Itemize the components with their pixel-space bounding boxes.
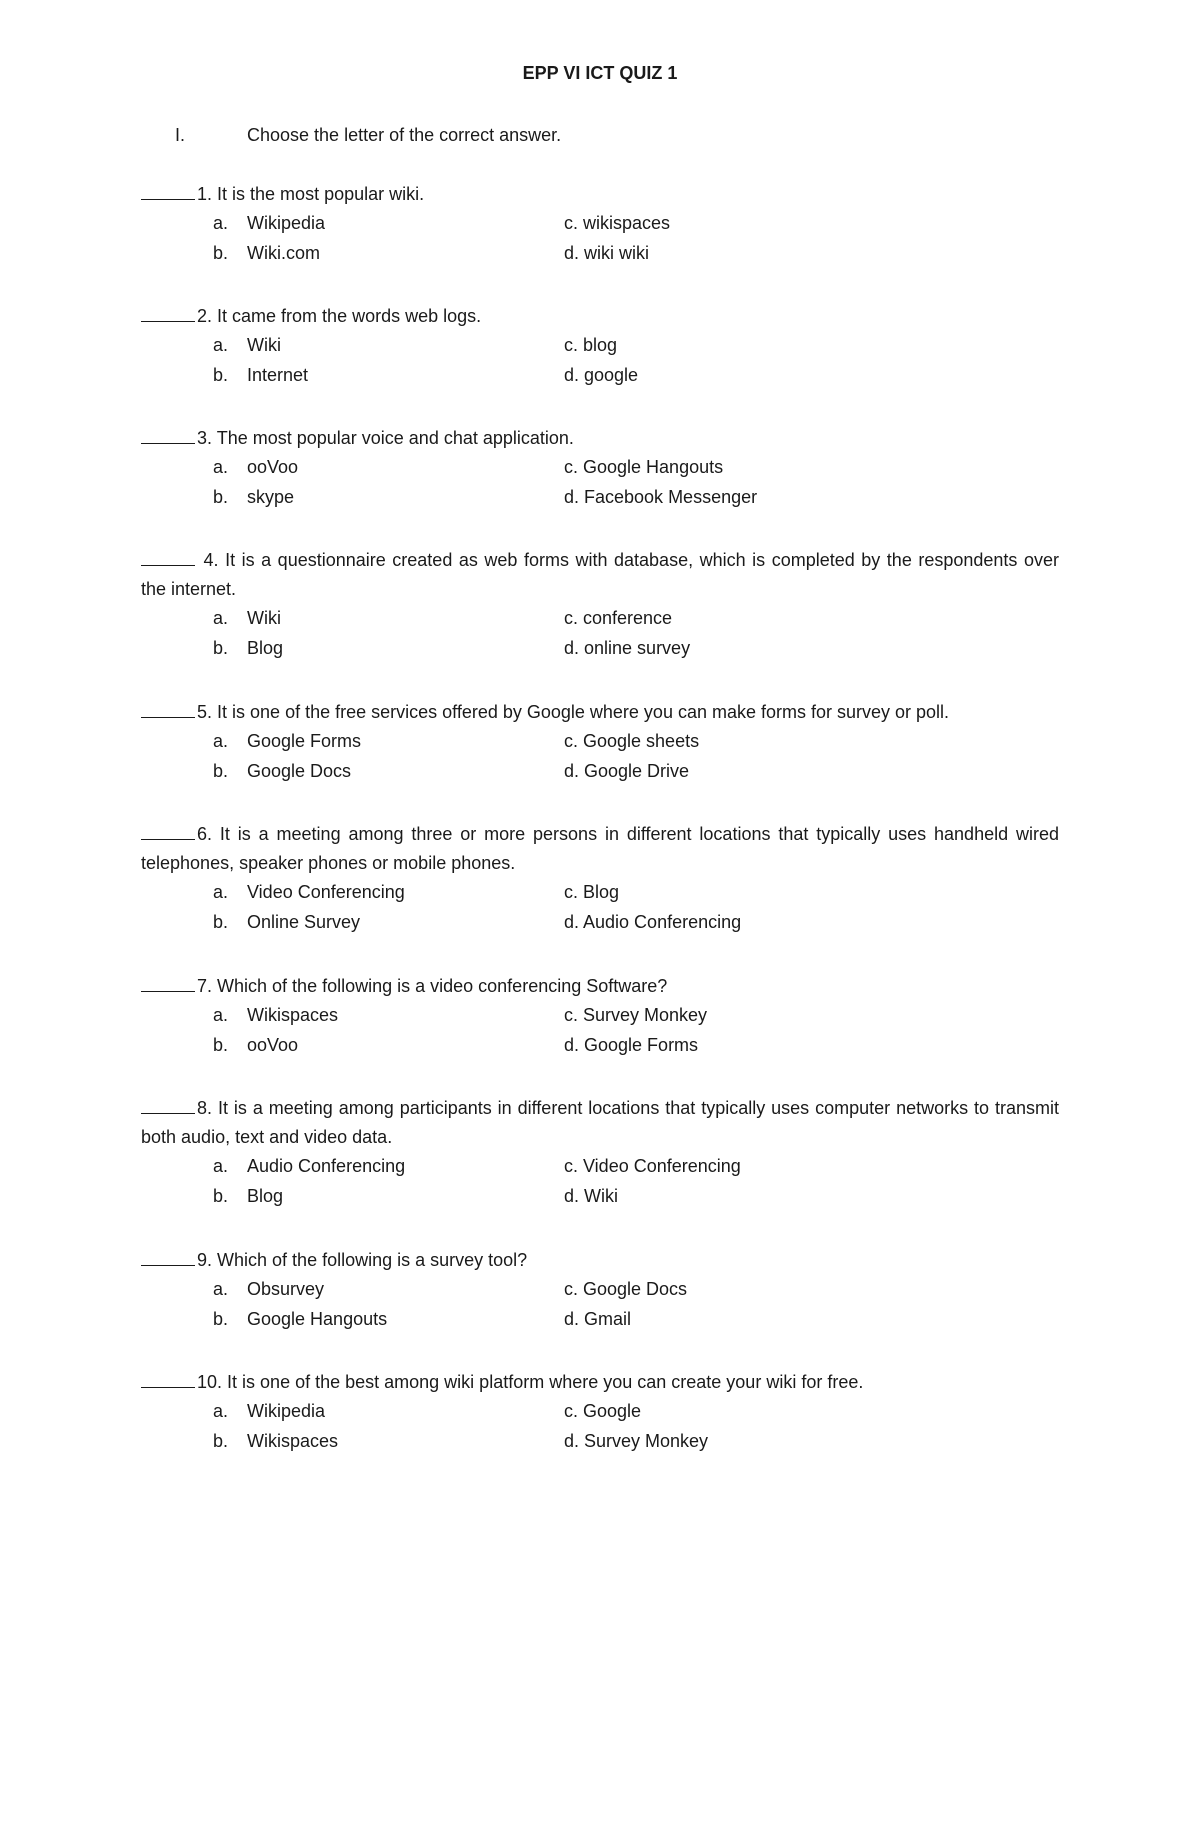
instruction [175, 125, 561, 146]
question-text: The most popular voice and chat application. [216, 428, 574, 448]
option-b: b. Google Docs [213, 761, 352, 781]
option-b: b. Google Hangouts [213, 1309, 388, 1329]
question-text: It is a meeting among participants in different locations that typically uses computer networks to transmit both audio, text and video data. [141, 1098, 1059, 1147]
question-4 [141, 546, 1059, 662]
option-a: a. Audio Conferencing [213, 1156, 406, 1176]
option-d: d. Google Forms [564, 1035, 699, 1055]
question-text: It is a questionnaire created as web forms with database, which is completed by the respondents over the internet. [141, 550, 1059, 599]
option-a: a. Google Forms [213, 731, 362, 751]
question-text: It came from the words web logs. [217, 306, 482, 326]
question-9 [141, 1246, 1059, 1333]
question-8 [141, 1094, 1059, 1210]
answer-blank[interactable] [141, 823, 195, 840]
option-a: a. ooVoo [213, 457, 299, 477]
option-d: d. google [564, 365, 639, 385]
answer-blank[interactable] [141, 549, 195, 566]
question-2 [141, 302, 1059, 389]
option-d: d. Gmail [564, 1309, 632, 1329]
question-number: 6. [197, 824, 213, 844]
option-c: c. wikispaces [564, 213, 671, 233]
option-b: b. skype [213, 487, 295, 507]
instruction-text: Choose the letter of the correct answer. [247, 125, 562, 145]
question-text: Which of the following is a video conferencing Software? [217, 976, 668, 996]
option-c: c. Blog [564, 882, 620, 902]
option-d: d. Facebook Messenger [564, 487, 758, 507]
question-text: It is the most popular wiki. [217, 184, 425, 204]
answer-blank[interactable] [141, 701, 195, 718]
option-a: a. Wikipedia [213, 1401, 326, 1421]
question-1 [141, 180, 1059, 267]
question-7 [141, 972, 1059, 1059]
option-a: a. Video Conferencing [213, 882, 405, 902]
option-d: d. wiki wiki [564, 243, 650, 263]
option-c: c. conference [564, 608, 673, 628]
option-a: a. Wikipedia [213, 213, 326, 233]
option-a: a. Wiki [213, 335, 281, 355]
option-b: b. Wikispaces [213, 1431, 339, 1451]
option-a: a. Obsurvey [213, 1279, 325, 1299]
option-d: d. online survey [564, 638, 691, 658]
question-number: 2. [197, 306, 213, 326]
option-b: b. Internet [213, 365, 309, 385]
option-b: b. Blog [213, 1186, 284, 1206]
question-number: 7. [197, 976, 213, 996]
question-10 [141, 1368, 1059, 1455]
answer-blank[interactable] [141, 183, 195, 200]
answer-blank[interactable] [141, 1249, 195, 1266]
question-text: It is a meeting among three or more persons in different locations that typically uses handheld wired telephones, speaker phones or mobile phones. [141, 824, 1059, 873]
answer-blank[interactable] [141, 427, 195, 444]
question-number: 5. [197, 702, 213, 722]
option-c: c. Google [564, 1401, 642, 1421]
quiz-title: EPP VI ICT QUIZ 1 [522, 63, 678, 83]
answer-blank[interactable] [141, 305, 195, 322]
answer-blank[interactable] [141, 975, 195, 992]
answer-blank[interactable] [141, 1097, 195, 1114]
question-number: 1. [197, 184, 213, 204]
question-number: 10. [197, 1372, 223, 1392]
option-b: b. Blog [213, 638, 284, 658]
question-text: It is one of the free services offered by Google where you can make forms for survey or poll. [217, 702, 950, 722]
option-a: a. Wiki [213, 608, 281, 628]
option-c: c. Survey Monkey [564, 1005, 708, 1025]
option-b: b. ooVoo [213, 1035, 299, 1055]
option-b: b. Online Survey [213, 912, 361, 932]
question-text: Which of the following is a survey tool? [217, 1250, 528, 1270]
question-5 [141, 698, 1059, 785]
option-a: a. Wikispaces [213, 1005, 339, 1025]
question-number: 3. [197, 428, 213, 448]
option-c: c. Google Docs [564, 1279, 688, 1299]
option-d: d. Google Drive [564, 761, 690, 781]
option-d: d. Survey Monkey [564, 1431, 709, 1451]
question-number: 9. [197, 1250, 213, 1270]
instruction-numeral: I. [175, 125, 186, 145]
answer-blank[interactable] [141, 1371, 195, 1388]
question-text: It is one of the best among wiki platform where you can create your wiki for free. [227, 1372, 864, 1392]
option-d: d. Wiki [564, 1186, 618, 1206]
question-number: 4. [203, 550, 219, 570]
option-c: c. Google sheets [564, 731, 700, 751]
option-b: b. Wiki.com [213, 243, 320, 263]
option-c: c. Video Conferencing [564, 1156, 741, 1176]
option-c: c. Google Hangouts [564, 457, 724, 477]
question-number: 8. [197, 1098, 213, 1118]
question-6 [141, 820, 1059, 936]
option-c: c. blog [564, 335, 618, 355]
question-3 [141, 424, 1059, 511]
option-d: d. Audio Conferencing [564, 912, 742, 932]
